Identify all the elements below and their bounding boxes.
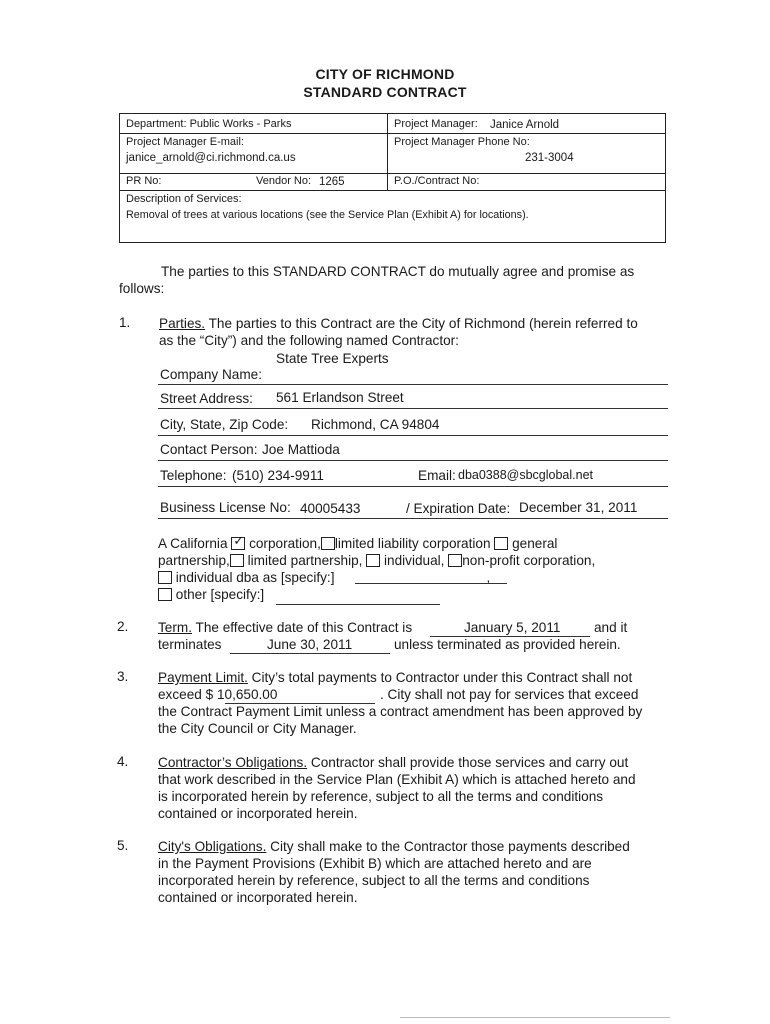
section-3-number: 3. bbox=[117, 669, 129, 684]
llc-label: limited liability corporation bbox=[334, 536, 491, 551]
general-label: general bbox=[512, 536, 558, 551]
company-name-label: Company Name: bbox=[160, 367, 262, 382]
individual-checkbox[interactable] bbox=[366, 554, 380, 567]
section-2-line-1 bbox=[158, 619, 412, 636]
street-address-label: Street Address: bbox=[160, 391, 253, 406]
telephone-label: Telephone: bbox=[160, 468, 227, 483]
section-4-line-4: contained or incorporated herein. bbox=[158, 806, 358, 821]
contact-person-rule bbox=[158, 460, 668, 461]
section-4-line-3: is incorporated herein by reference, subject to all the terms and conditions bbox=[158, 789, 604, 804]
telephone-value: (510) 234-9911 bbox=[232, 468, 324, 483]
individual-dba-checkbox[interactable] bbox=[158, 571, 172, 584]
email-label: Email: bbox=[418, 468, 456, 483]
section-1-heading: Parties. bbox=[159, 316, 206, 331]
section-1-line-1 bbox=[159, 315, 638, 332]
description-label: Description of Services: bbox=[126, 193, 242, 205]
entity-type-line-4 bbox=[158, 586, 264, 603]
corporation-checkbox[interactable] bbox=[231, 533, 245, 550]
document-title: CITY OF RICHMOND bbox=[315, 66, 455, 82]
city-state-zip-label: City, State, Zip Code: bbox=[160, 417, 289, 432]
section-4-heading: Contractor’s Obligations. bbox=[158, 755, 308, 770]
other-checkbox[interactable] bbox=[158, 588, 172, 601]
section-3-line-4: the City Council or City Manager. bbox=[158, 721, 357, 736]
end-date-rule bbox=[230, 653, 390, 654]
company-name-value: State Tree Experts bbox=[276, 351, 389, 366]
expiration-date-label: / Expiration Date: bbox=[406, 501, 511, 516]
pr-number-label: PR No: bbox=[126, 175, 162, 187]
section-2-number: 2. bbox=[117, 619, 129, 634]
individual-dba-end: , bbox=[486, 570, 491, 585]
intro-line-1: The parties to this STANDARD CONTRACT do mutually agree and promise as bbox=[161, 264, 635, 279]
individual-dba-rule bbox=[355, 583, 507, 584]
partnership-label: partnership, bbox=[158, 553, 230, 568]
general-checkbox[interactable] bbox=[494, 537, 508, 550]
vendor-number-label: Vendor No: bbox=[256, 175, 312, 187]
individual-label: individual, bbox=[383, 553, 445, 568]
individual-dba-label: individual dba as [specify:] bbox=[175, 570, 335, 585]
street-address-value: 561 Erlandson Street bbox=[276, 390, 404, 405]
business-license-label: Business License No: bbox=[160, 500, 291, 515]
project-manager-value: Janice Arnold bbox=[490, 119, 560, 131]
section-2-terminates: terminates bbox=[158, 637, 222, 652]
entity-type-line-2 bbox=[158, 552, 595, 569]
start-date-value: January 5, 2011 bbox=[464, 620, 561, 635]
pm-phone-value: 231-3004 bbox=[525, 152, 574, 164]
non-profit-label: non-profit corporation, bbox=[462, 553, 596, 568]
vendor-number-value: 1265 bbox=[319, 176, 345, 188]
pm-phone-label: Project Manager Phone No: bbox=[394, 136, 530, 148]
entity-intro: A California bbox=[158, 536, 228, 551]
other-label: other [specify:] bbox=[175, 587, 265, 602]
section-2-heading: Term. bbox=[158, 620, 192, 635]
footer-scan-rule bbox=[400, 1017, 670, 1018]
company-name-rule bbox=[158, 384, 668, 385]
info-table bbox=[119, 113, 666, 243]
end-date-value: June 30, 2011 bbox=[267, 637, 353, 652]
payment-limit-amount: exceed $ 10,650.00 bbox=[158, 687, 278, 702]
section-5-line-1 bbox=[158, 838, 630, 855]
non-profit-checkbox[interactable] bbox=[448, 554, 462, 567]
intro-line-2: follows: bbox=[119, 281, 165, 296]
contact-person-label: Contact Person: bbox=[160, 442, 258, 457]
expiration-date-value: December 31, 2011 bbox=[519, 500, 638, 515]
section-5-line-3: incorporated herein by reference, subject to all the terms and conditions bbox=[158, 873, 590, 888]
section-3-heading: Payment Limit. bbox=[158, 670, 248, 685]
section-5-line-4: contained or incorporated herein. bbox=[158, 890, 358, 905]
po-contract-label: P.O./Contract No: bbox=[394, 175, 480, 187]
other-specify-rule bbox=[276, 604, 440, 605]
section-2-and-it: and it bbox=[594, 620, 628, 635]
section-5-line-1-text: City shall make to the Contractor those payments described bbox=[266, 839, 630, 854]
contact-person-value: Joe Mattioda bbox=[262, 442, 340, 457]
business-license-rule bbox=[158, 518, 668, 519]
pm-email-value: janice_arnold@ci.richmond.ca.us bbox=[126, 152, 296, 164]
corporation-label: corporation, bbox=[249, 536, 321, 551]
section-1-number: 1. bbox=[119, 315, 131, 330]
section-3-line-2: . City shall not pay for services that exceed bbox=[380, 687, 639, 702]
telephone-rule bbox=[158, 486, 668, 487]
business-license-value: 40005433 bbox=[300, 501, 361, 516]
section-5-line-2: in the Payment Provisions (Exhibit B) which are attached hereto and are bbox=[158, 856, 592, 871]
department-cell: Department: Public Works - Parks bbox=[126, 118, 292, 130]
section-4-line-2: that work described in the Service Plan (Exhibit A) which is attached hereto and bbox=[158, 772, 636, 787]
email-value: dba0388@sbcglobal.net bbox=[458, 468, 594, 482]
section-2-unless: unless terminated as provided herein. bbox=[394, 637, 621, 652]
limited-partnership-checkbox[interactable] bbox=[230, 554, 244, 567]
section-5-heading: City's Obligations. bbox=[158, 839, 267, 854]
street-address-rule bbox=[158, 408, 668, 409]
limited-partnership-label: limited partnership, bbox=[247, 553, 363, 568]
section-4-number: 4. bbox=[117, 754, 129, 769]
section-3-line-1-text: City’s total payments to Contractor under this Contract shall not bbox=[247, 670, 633, 685]
city-state-zip-value: Richmond, CA 94804 bbox=[311, 417, 440, 432]
section-5-number: 5. bbox=[117, 838, 129, 853]
project-manager-label: Project Manager: bbox=[394, 118, 478, 130]
section-3-line-3: the Contract Payment Limit unless a contract amendment has been approved by bbox=[158, 704, 643, 719]
llc-checkbox[interactable] bbox=[321, 537, 335, 550]
section-2-line-1-text: The effective date of this Contract is bbox=[191, 620, 413, 635]
pm-email-label: Project Manager E-mail: bbox=[126, 136, 244, 148]
check-mark-icon: ✓ bbox=[233, 533, 245, 548]
section-1-line-1-text: The parties to this Contract are the City of Richmond (herein referred to bbox=[205, 316, 638, 331]
document-subtitle: STANDARD CONTRACT bbox=[303, 84, 467, 100]
entity-type-line-1 bbox=[158, 535, 557, 552]
section-4-line-1-text: Contractor shall provide those services and carry out bbox=[307, 755, 629, 770]
section-4-line-1 bbox=[158, 754, 628, 771]
section-3-line-1 bbox=[158, 669, 632, 686]
description-value: Removal of trees at various locations (see the Service Plan (Exhibit A) for locations). bbox=[126, 209, 529, 221]
city-state-zip-rule bbox=[158, 435, 668, 436]
section-1-line-2: as the “City”) and the following named Contractor: bbox=[159, 333, 459, 348]
